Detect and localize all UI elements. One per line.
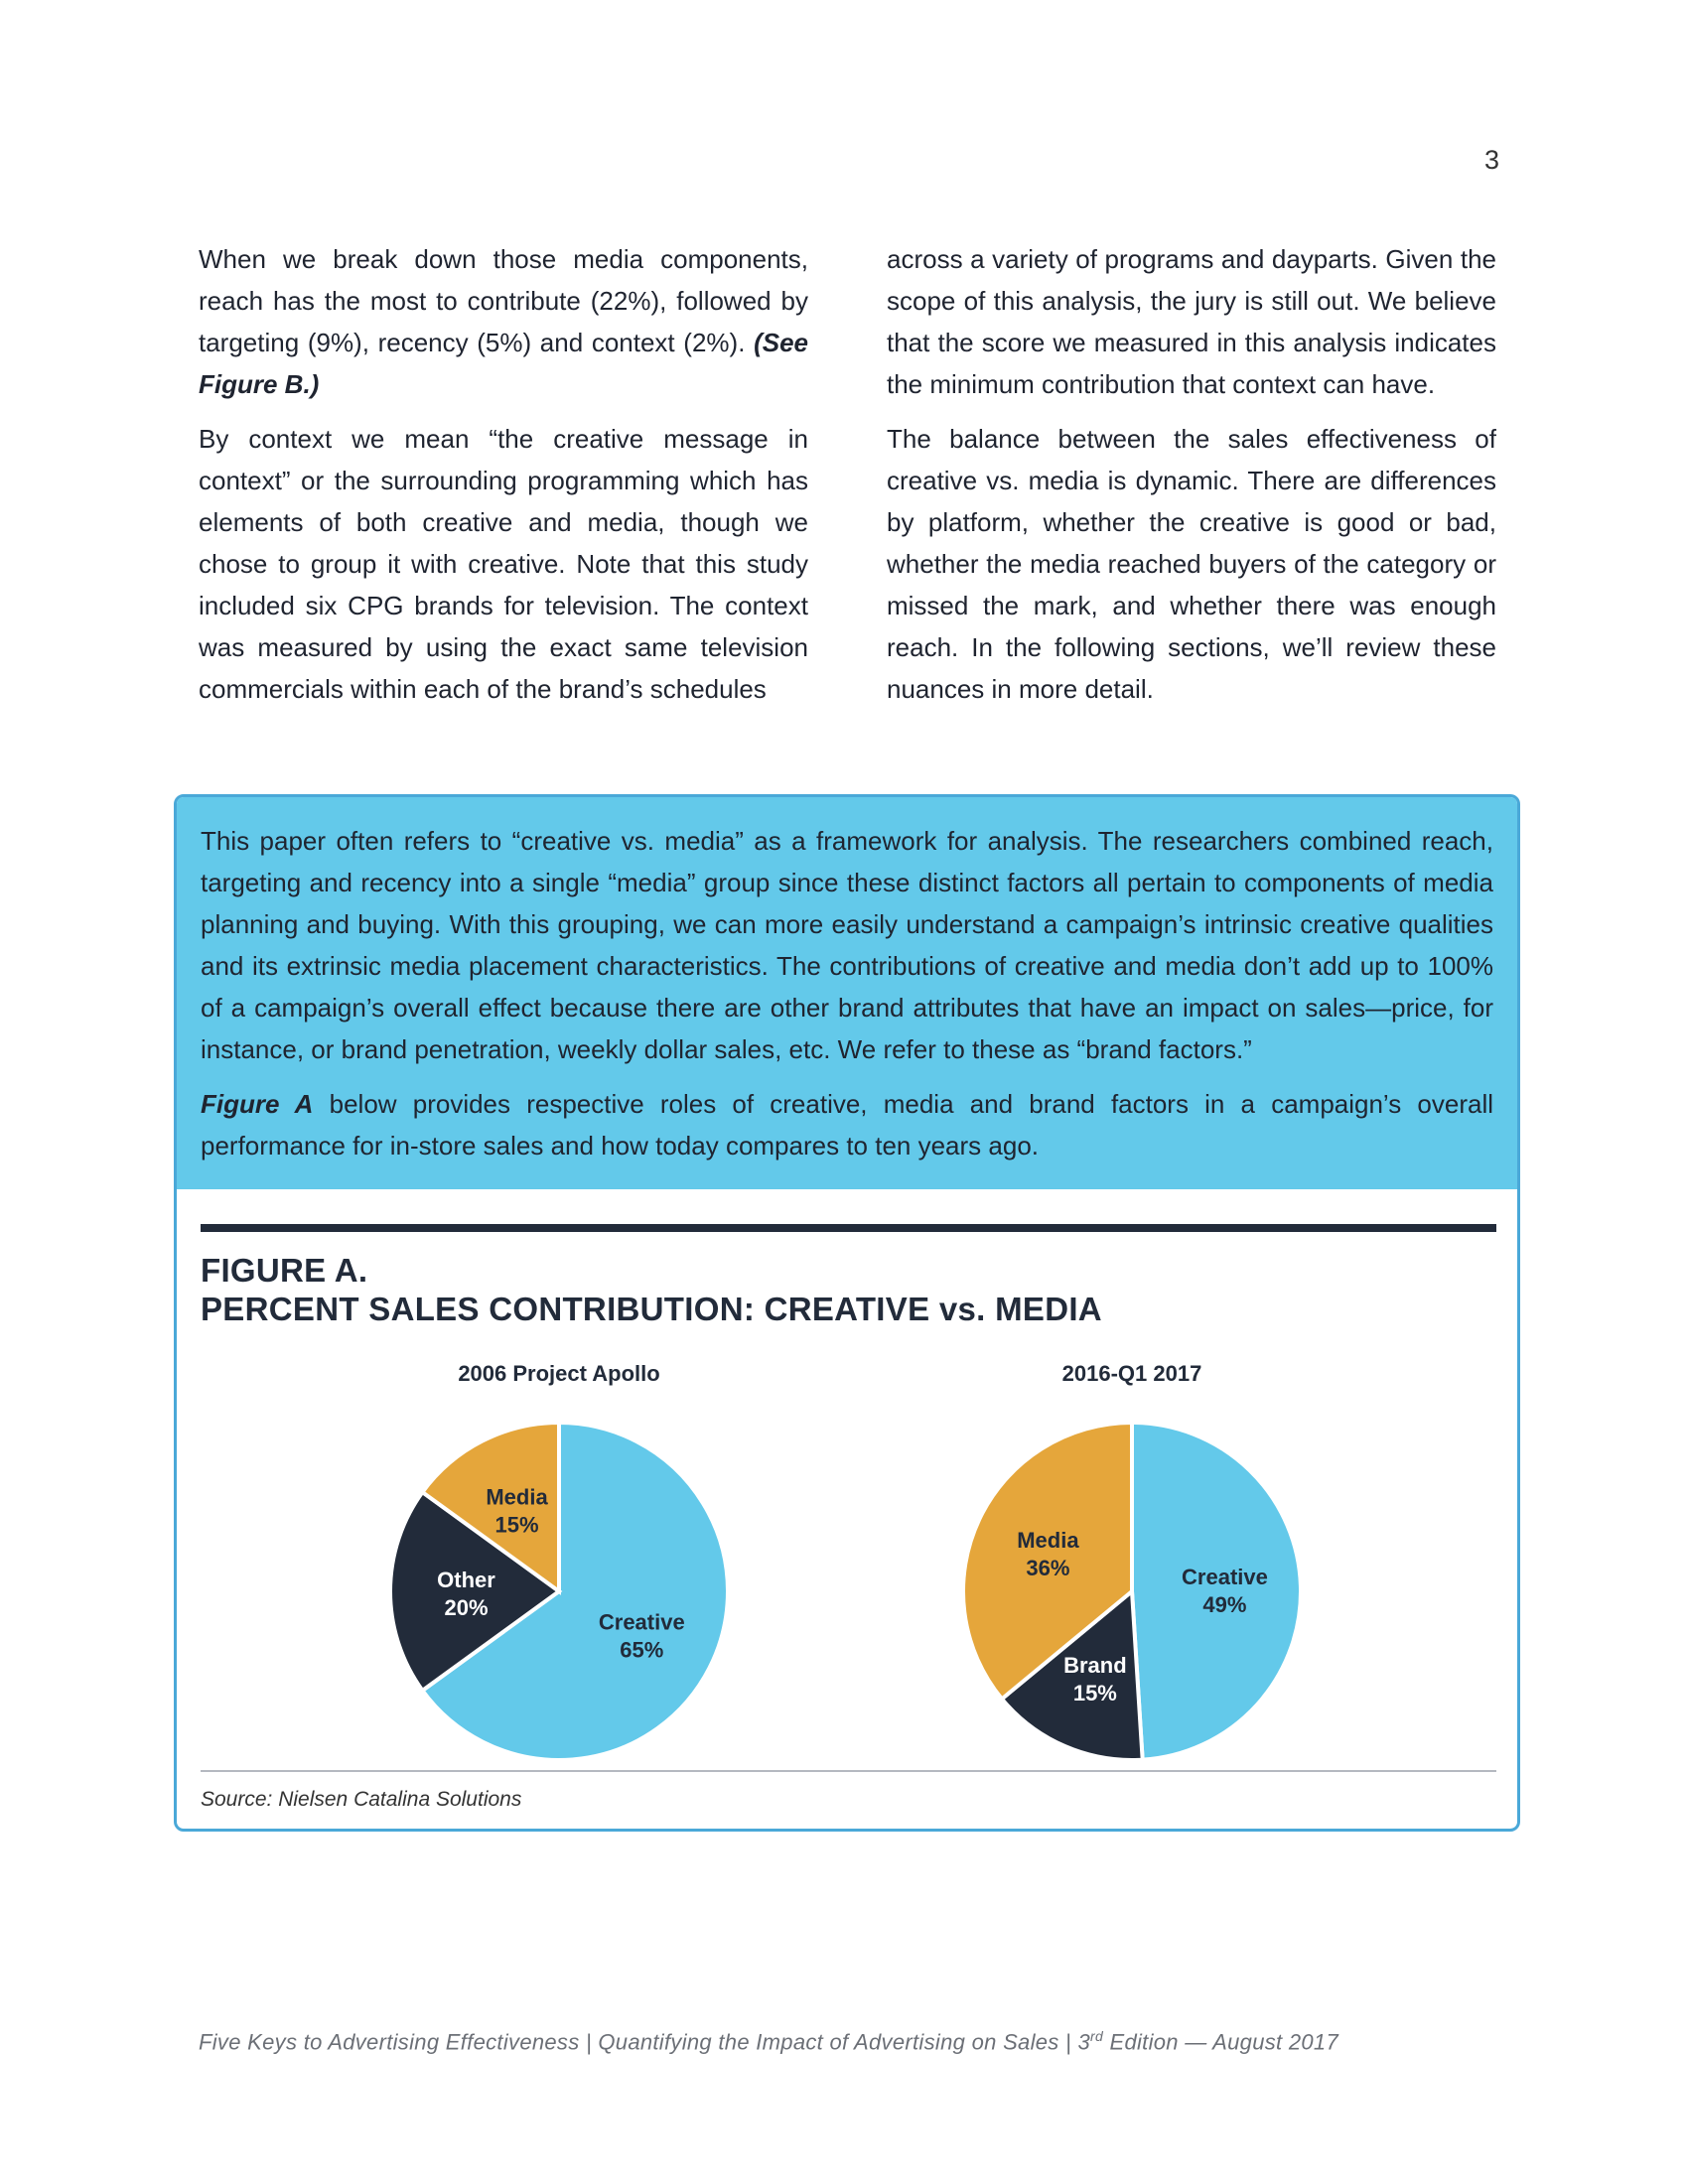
pie-slice-value-media: 15% — [494, 1512, 539, 1538]
figure-title: PERCENT SALES CONTRIBUTION: CREATIVE vs. MEDIA — [201, 1291, 1102, 1327]
pie-slice-value-media: 36% — [1026, 1556, 1070, 1581]
body-columns — [199, 238, 1496, 723]
pie-slice-value-other: 20% — [444, 1595, 489, 1620]
pie-slice-label-brand: Brand — [1063, 1652, 1127, 1678]
pie-chart-2016 — [933, 1393, 1331, 1790]
right-paragraph-1: across a variety of programs and dayparts. Given the scope of this analysis, the jury is still out. We believe that the score we measured in this analysis indicates the minimum contribution that context can have. — [887, 244, 1496, 399]
callout-paragraph-1: This paper often refers to “creative vs. media” as a framework for analysis. The researchers combined reach, targeting and recency into a single “media” group since these distinct factors all pertain to components of media planning and buying. With this grouping, we can more easily understand a campaign’s intrinsic creative qualities and its extrinsic media placement characteristics. The contributions of creative and media don’t add up to 100% of a campaign’s overall effect because there are other brand attributes that have an impact on sales—price, for instance, or brand penetration, weekly dollar sales, etc. We refer to these as “brand factors.” — [201, 826, 1493, 1064]
left-paragraph-1 — [199, 238, 808, 405]
figure-label: FIGURE A. — [201, 1252, 368, 1289]
pie-slice-label-media: Media — [486, 1484, 548, 1510]
page-number: 3 — [1483, 145, 1499, 175]
pie-slice-value-creative: 49% — [1202, 1592, 1247, 1618]
pie-slice-value-creative: 65% — [620, 1637, 664, 1663]
left-paragraph-1-text: When we break down those media components, reach has the most to contribute (22%), followed by targeting (9%), recency (5%) and context (2%). — [199, 244, 808, 357]
right-column — [887, 238, 1496, 723]
pie-slice-value-brand: 15% — [1072, 1680, 1117, 1706]
footer-separator-1: | — [579, 2029, 599, 2055]
pie-slice-creative — [1132, 1423, 1301, 1760]
figure-a-reference: Figure A — [201, 1089, 314, 1119]
page-footer — [199, 2028, 1489, 2055]
pie-slice-label-media: Media — [1017, 1528, 1079, 1554]
figure-top-rule — [201, 1224, 1496, 1232]
footer-edition-number: 3 — [1077, 2029, 1090, 2055]
footer-subtitle: Quantifying the Impact of Advertising on Sales — [598, 2029, 1059, 2055]
pie-title-2006: 2006 Project Apollo — [458, 1361, 660, 1386]
pie-title-2016: 2016-Q1 2017 — [1061, 1361, 1202, 1386]
footer-edition-date: Edition — August 2017 — [1103, 2029, 1338, 2055]
footer-separator-2: | — [1058, 2029, 1078, 2055]
figure-source: Source: Nielsen Catalina Solutions — [201, 1788, 522, 1811]
callout-paragraph-2-text: below provides respective roles of creative, media and brand factors in a campaign’s overall performance for in-store sales and how today compares to ten years ago. — [201, 1089, 1494, 1160]
left-paragraph-2: By context we mean “the creative message in context” or the surrounding programming which has elements of both creative and media, though we chose to group it with creative. Note that this study included six CPG brands for television. The context was measured by using the exact same television commercials within each of the brand’s schedules — [199, 424, 808, 704]
footer-title: Five Keys to Advertising Effectiveness — [199, 2029, 580, 2055]
figure-callout-box — [174, 794, 1520, 1832]
pie-chart-2006 — [360, 1393, 758, 1790]
callout-text-panel — [177, 797, 1517, 1189]
right-paragraph-2: The balance between the sales effectiveness of creative vs. media is dynamic. There are differences by platform, whether the creative is good or bad, whether the media reached buyers of the category or missed the mark, and whether there was enough reach. In the following sections, we’ll review these nuances in more detail. — [887, 424, 1496, 704]
figure-b-reference: (See Figure B.) — [199, 328, 808, 399]
pie-slice-label-creative: Creative — [598, 1609, 685, 1635]
left-column — [199, 238, 808, 723]
pie-slice-label-creative: Creative — [1182, 1565, 1268, 1590]
callout-paragraph-2 — [201, 1083, 1493, 1166]
figure-bottom-rule — [201, 1770, 1496, 1772]
footer-edition-suffix: rd — [1090, 2028, 1104, 2044]
pie-slice-label-other: Other — [437, 1568, 495, 1592]
